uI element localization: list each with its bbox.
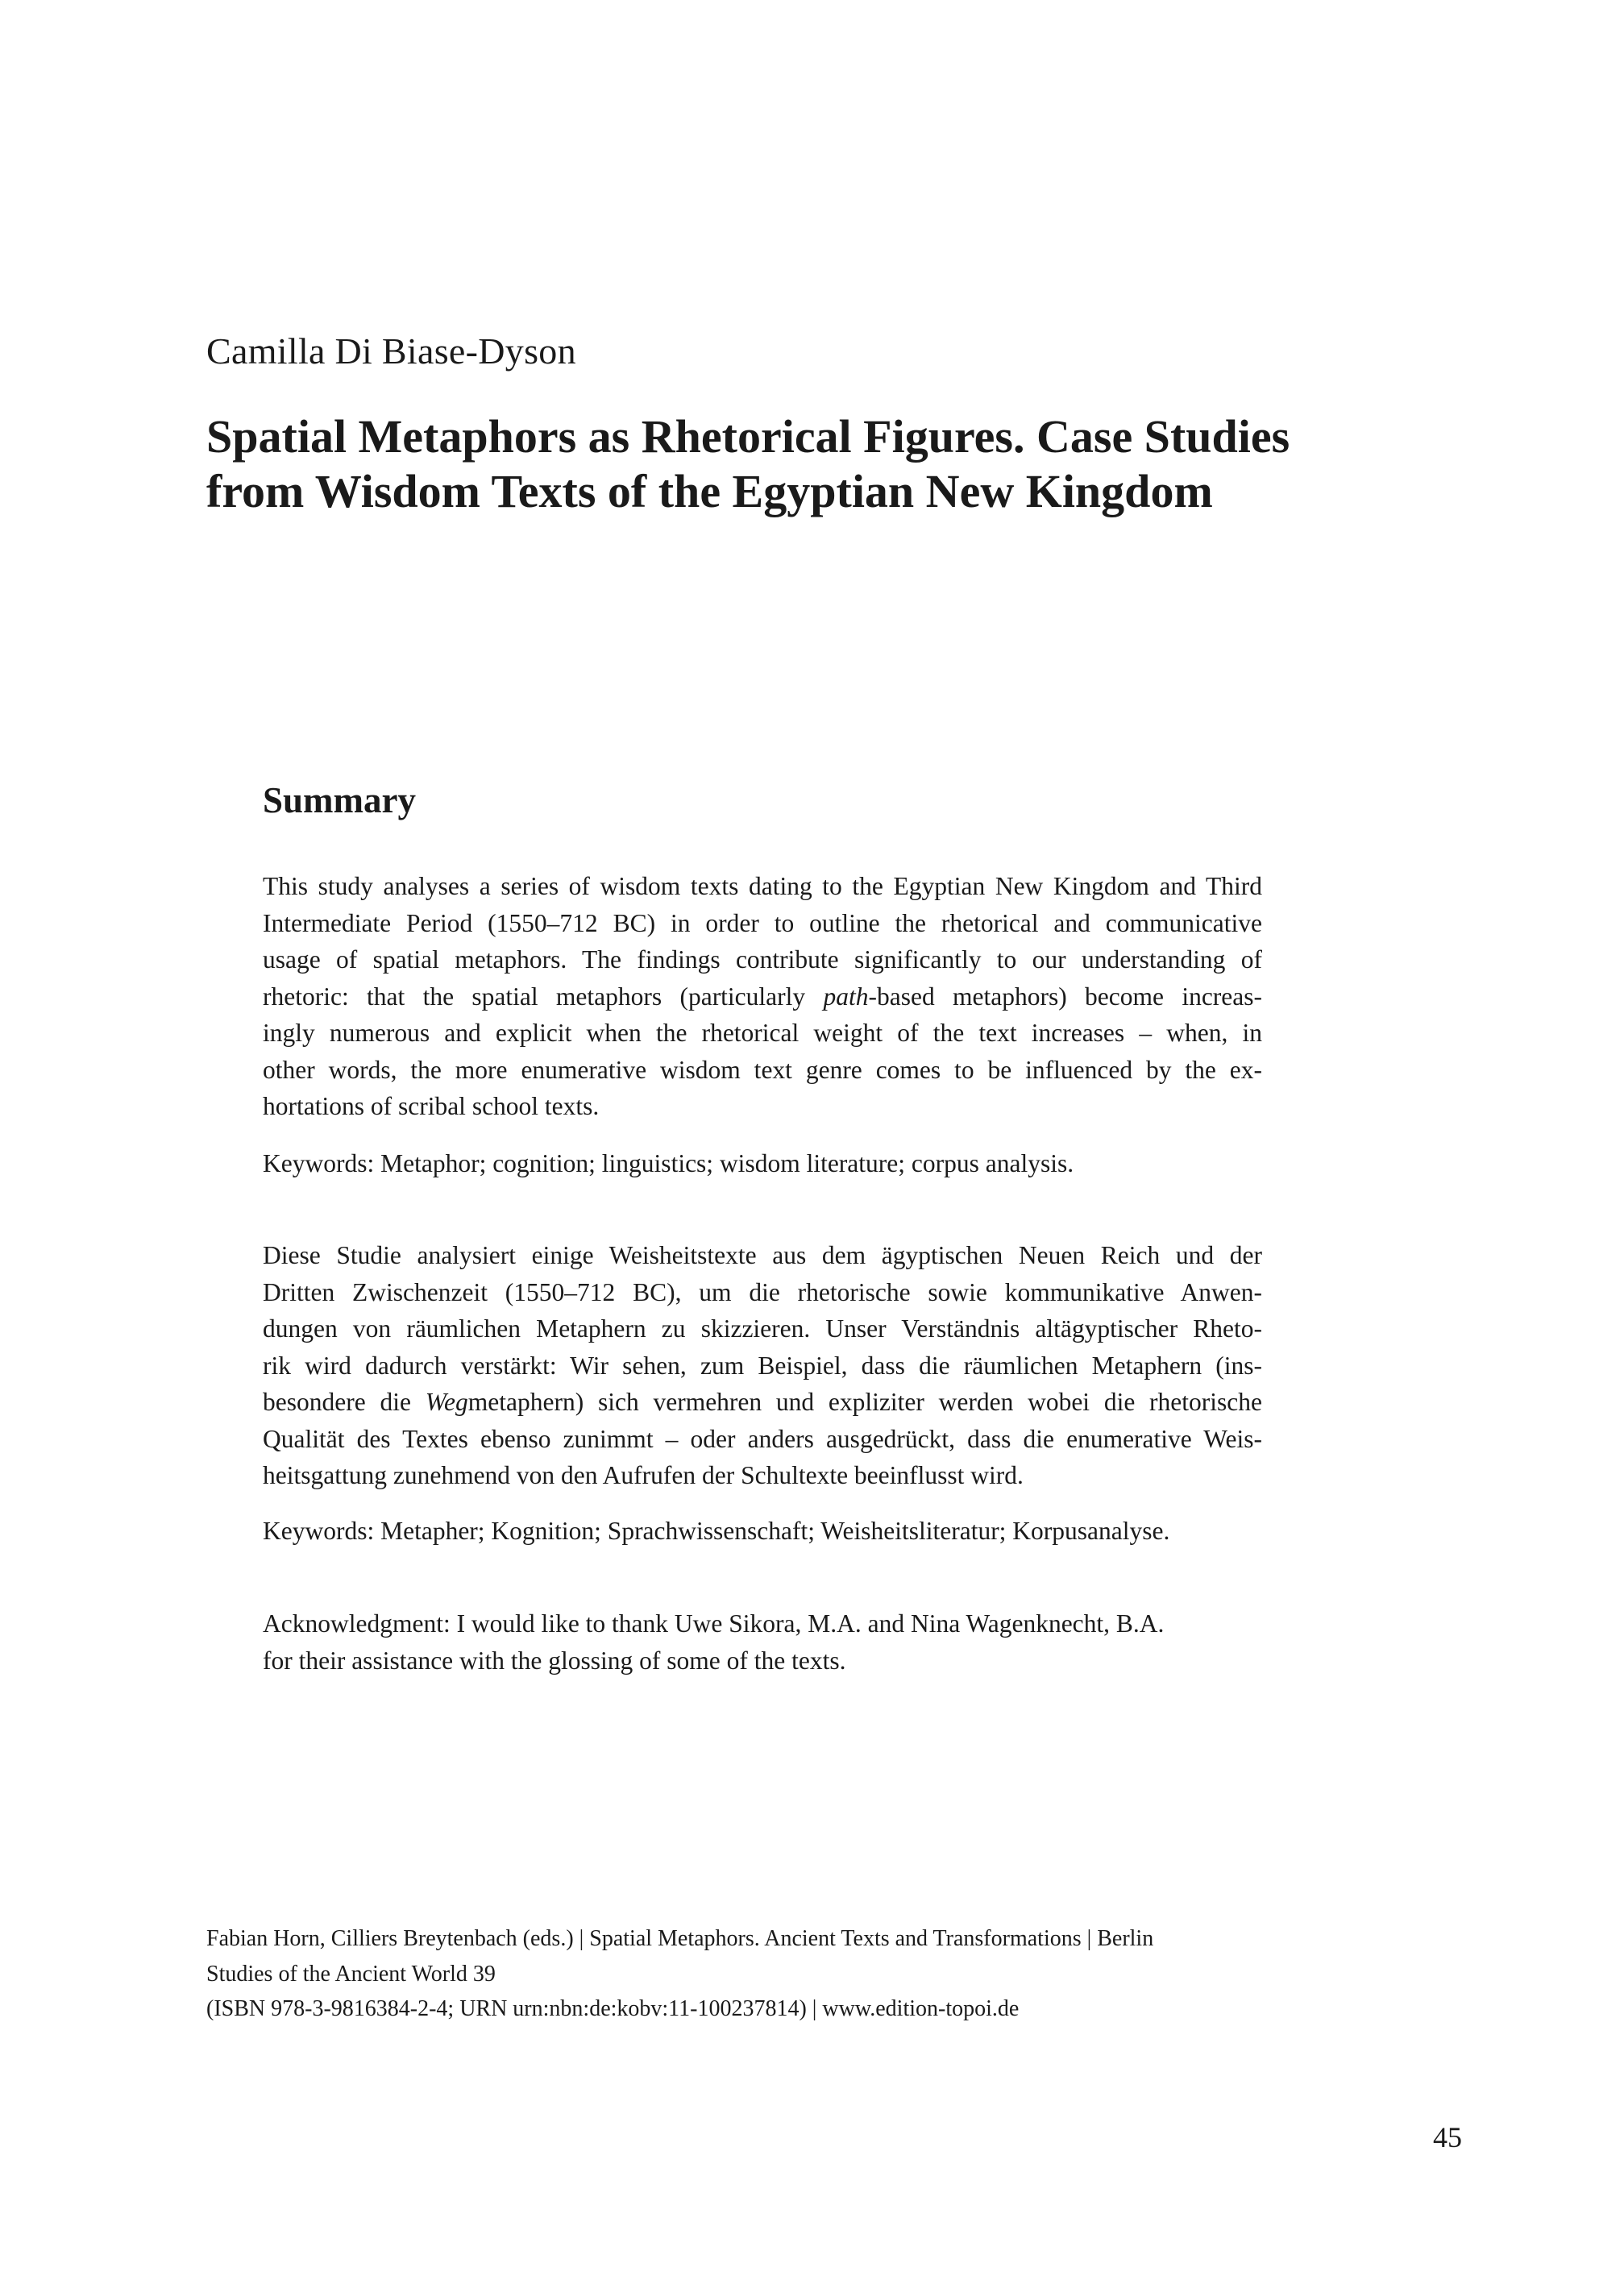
page-number: 45 bbox=[1433, 2121, 1462, 2153]
keywords-line: Keywords: Metapher; Kognition; Sprachwissenschaft; Weisheitsliteratur; Korpusanalyse. bbox=[263, 1517, 1170, 1545]
abstract-line: ingly numerous and explicit when the rhetorical weight of the text increases – when, in bbox=[263, 1019, 1262, 1047]
keywords-english bbox=[263, 1145, 1262, 1182]
title-line: Spatial Metaphors as Rhetorical Figures. Case Studies bbox=[206, 410, 1290, 463]
abstract-line bbox=[263, 1384, 1262, 1421]
footer-line: Studies of the Ancient World 39 bbox=[206, 1961, 496, 1987]
abstract-line: dungen von räumlichen Metaphern zu skizzieren. Unser Verständnis altägyptischer Rheto- bbox=[263, 1314, 1262, 1343]
italic-term: Weg bbox=[425, 1388, 468, 1416]
publication-footer bbox=[206, 1921, 1254, 2027]
line-text: metaphern) sich vermehren und expliziter werden wobei die rhetorische bbox=[467, 1388, 1262, 1416]
abstract-line: rik wird dadurch verstärkt: Wir sehen, zum Beispiel, dass die räumlichen Metaphern (ins- bbox=[263, 1351, 1262, 1380]
keywords-line: Keywords: Metaphor; cognition; linguistics; wisdom literature; corpus analysis. bbox=[263, 1149, 1074, 1177]
abstract-line: Diese Studie analysiert einige Weisheitstexte aus dem ägyptischen Neuen Reich und der bbox=[263, 1241, 1262, 1269]
italic-term: path bbox=[823, 982, 869, 1011]
acknowledgment-line: for their assistance with the glossing of some of the texts. bbox=[263, 1646, 846, 1675]
abstract-english bbox=[263, 868, 1262, 1125]
abstract-line: hortations of scribal school texts. bbox=[263, 1092, 600, 1120]
abstract-line: usage of spatial metaphors. The findings contribute significantly to our understanding of bbox=[263, 945, 1262, 974]
keywords-german bbox=[263, 1513, 1262, 1550]
footer-line: Fabian Horn, Cilliers Breytenbach (eds.) | Spatial Metaphors. Ancient Texts and Transformations | Berlin bbox=[206, 1926, 1154, 1951]
acknowledgment bbox=[263, 1605, 1262, 1679]
abstract-line: Intermediate Period (1550–712 BC) in order to outline the rhetorical and communicative bbox=[263, 908, 1262, 937]
acknowledgment-line: Acknowledgment: I would like to thank Uwe Sikora, M.A. and Nina Wagenknecht, B.A. bbox=[263, 1609, 1165, 1638]
abstract-line: Qualität des Textes ebenso zunimmt – oder anders ausgedrückt, dass die enumerative Weis- bbox=[263, 1424, 1262, 1453]
abstract-line: other words, the more enumerative wisdom text genre comes to be influenced by the ex- bbox=[263, 1055, 1262, 1084]
article-title bbox=[206, 409, 1415, 519]
abstract-line bbox=[263, 978, 1262, 1015]
abstract-line: Dritten Zwischenzeit (1550–712 BC), um die rhetorische sowie kommunikative Anwen- bbox=[263, 1277, 1262, 1306]
abstract-line: This study analyses a series of wisdom texts dating to the Egyptian New Kingdom and Third bbox=[263, 872, 1262, 900]
abstract-german bbox=[263, 1237, 1262, 1494]
footer-line: (ISBN 978-3-9816384-2-4; URN urn:nbn:de:kobv:11-100237814) | www.edition-topoi.de bbox=[206, 1996, 1020, 2021]
line-text: rhetoric: that the spatial metaphors (particularly bbox=[263, 982, 824, 1011]
author-name: Camilla Di Biase-Dyson bbox=[206, 330, 576, 372]
summary-heading: Summary bbox=[263, 780, 416, 820]
line-text: -based metaphors) become increas- bbox=[868, 982, 1262, 1011]
abstract-line: heitsgattung zunehmend von den Aufrufen der Schultexte beeinflusst wird. bbox=[263, 1461, 1024, 1489]
title-line: from Wisdom Texts of the Egyptian New Kingdom bbox=[206, 465, 1213, 517]
line-text: besondere die bbox=[263, 1388, 426, 1416]
